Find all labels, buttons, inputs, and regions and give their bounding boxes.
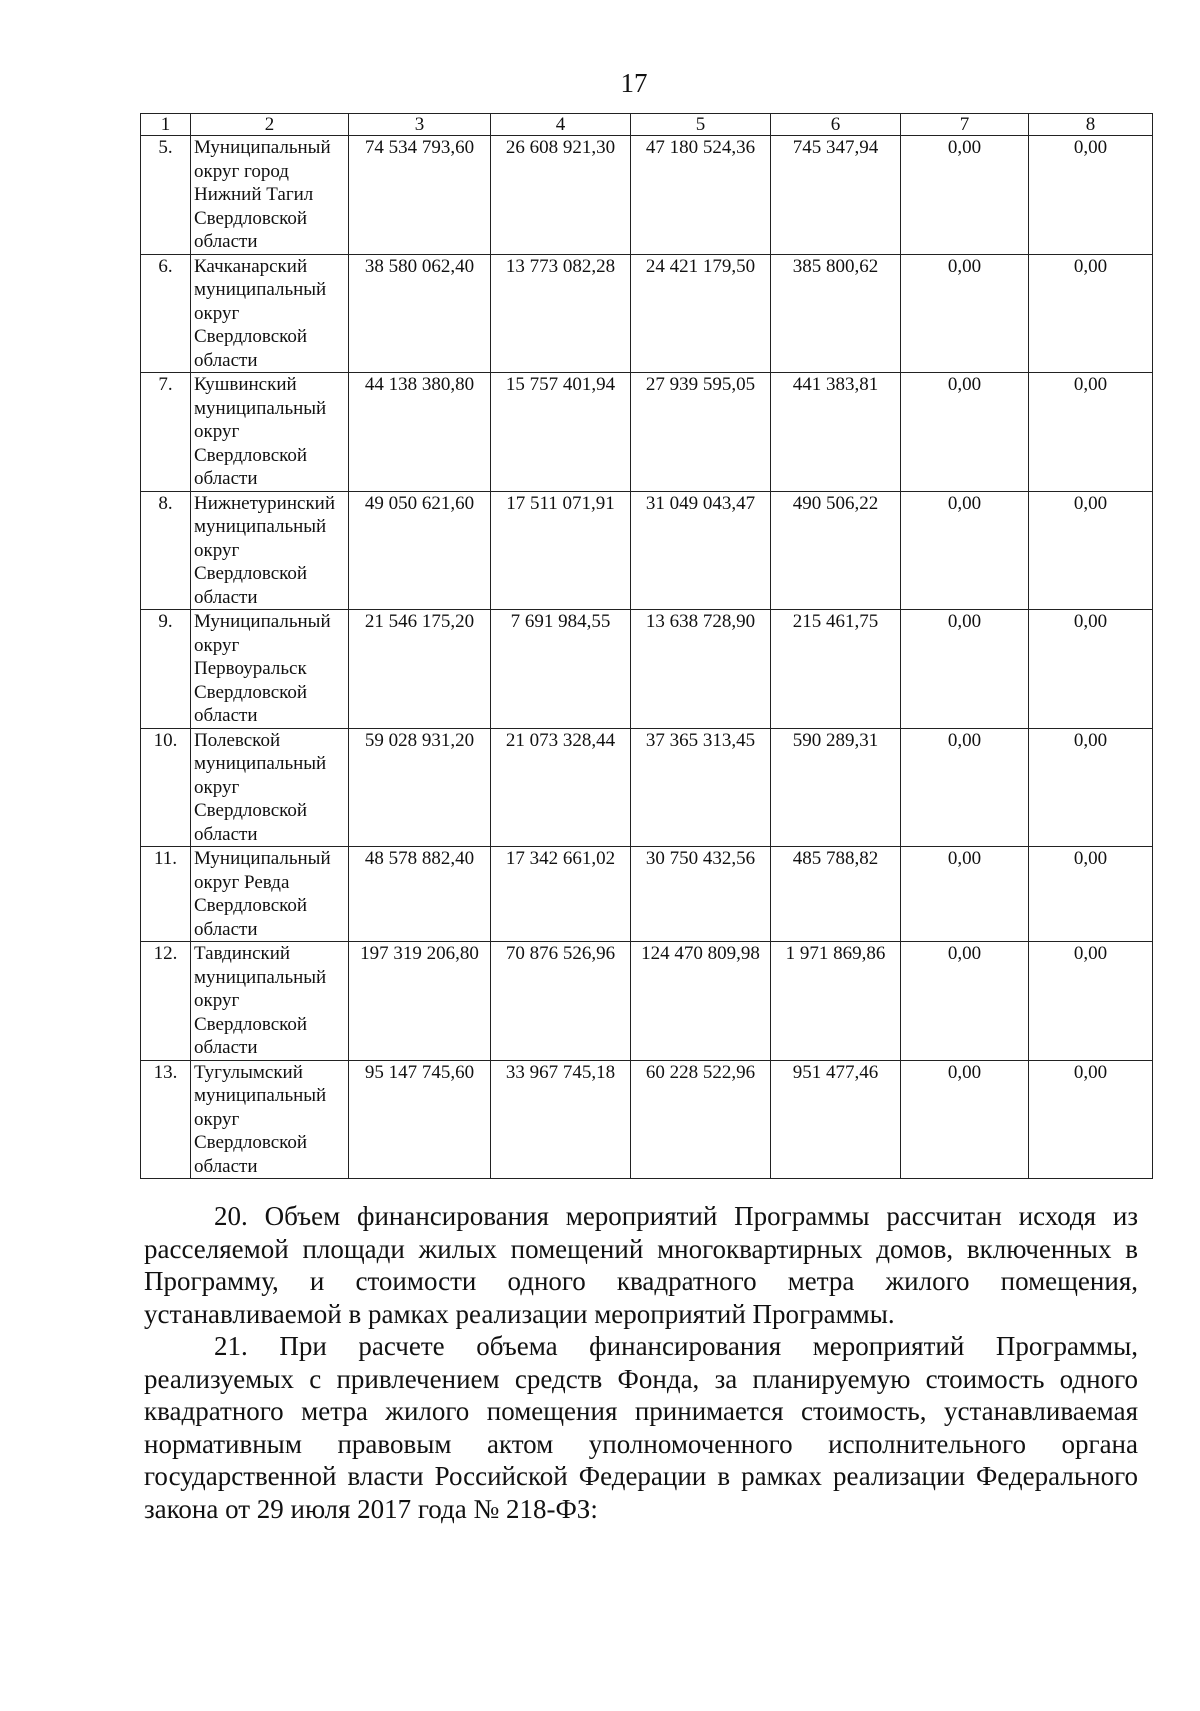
cell-col6: 441 383,81 <box>771 373 901 492</box>
cell-col8: 0,00 <box>1029 942 1153 1061</box>
column-header: 8 <box>1029 114 1153 136</box>
cell-col8: 0,00 <box>1029 136 1153 255</box>
row-number: 6. <box>141 254 191 373</box>
table-row <box>141 491 1153 610</box>
municipality-name: Муниципальный округ Ревда Свердловской области <box>191 847 349 942</box>
cell-col8: 0,00 <box>1029 254 1153 373</box>
cell-col6: 951 477,46 <box>771 1060 901 1179</box>
cell-col8: 0,00 <box>1029 610 1153 729</box>
column-header: 5 <box>631 114 771 136</box>
table-row <box>141 728 1153 847</box>
cell-col6: 745 347,94 <box>771 136 901 255</box>
cell-col3: 49 050 621,60 <box>349 491 491 610</box>
row-number: 11. <box>141 847 191 942</box>
cell-col7: 0,00 <box>901 491 1029 610</box>
row-number: 5. <box>141 136 191 255</box>
table-row <box>141 254 1153 373</box>
cell-col4: 26 608 921,30 <box>491 136 631 255</box>
municipality-name: Качканарский муниципальный округ Свердловской области <box>191 254 349 373</box>
municipality-name: Тугулымский муниципальный округ Свердловской области <box>191 1060 349 1179</box>
financing-table <box>140 113 1153 1179</box>
column-header: 2 <box>191 114 349 136</box>
cell-col4: 15 757 401,94 <box>491 373 631 492</box>
cell-col7: 0,00 <box>901 942 1029 1061</box>
cell-col3: 48 578 882,40 <box>349 847 491 942</box>
cell-col8: 0,00 <box>1029 491 1153 610</box>
cell-col6: 490 506,22 <box>771 491 901 610</box>
cell-col4: 70 876 526,96 <box>491 942 631 1061</box>
row-number: 7. <box>141 373 191 492</box>
cell-col3: 21 546 175,20 <box>349 610 491 729</box>
cell-col4: 7 691 984,55 <box>491 610 631 729</box>
table-row <box>141 1060 1153 1179</box>
cell-col6: 485 788,82 <box>771 847 901 942</box>
cell-col6: 215 461,75 <box>771 610 901 729</box>
cell-col5: 24 421 179,50 <box>631 254 771 373</box>
municipality-name: Муниципальный округ Первоуральск Свердловской области <box>191 610 349 729</box>
cell-col4: 21 073 328,44 <box>491 728 631 847</box>
cell-col8: 0,00 <box>1029 847 1153 942</box>
cell-col5: 13 638 728,90 <box>631 610 771 729</box>
column-header: 6 <box>771 114 901 136</box>
cell-col3: 95 147 745,60 <box>349 1060 491 1179</box>
cell-col7: 0,00 <box>901 610 1029 729</box>
table-row <box>141 136 1153 255</box>
cell-col6: 590 289,31 <box>771 728 901 847</box>
municipality-name: Тавдинский муниципальный округ Свердловской области <box>191 942 349 1061</box>
cell-col5: 124 470 809,98 <box>631 942 771 1061</box>
cell-col6: 385 800,62 <box>771 254 901 373</box>
cell-col5: 31 049 043,47 <box>631 491 771 610</box>
column-header: 3 <box>349 114 491 136</box>
cell-col5: 27 939 595,05 <box>631 373 771 492</box>
cell-col6: 1 971 869,86 <box>771 942 901 1061</box>
cell-col7: 0,00 <box>901 1060 1029 1179</box>
row-number: 12. <box>141 942 191 1061</box>
cell-col3: 59 028 931,20 <box>349 728 491 847</box>
municipality-name: Кушвинский муниципальный округ Свердловской области <box>191 373 349 492</box>
cell-col4: 17 342 661,02 <box>491 847 631 942</box>
cell-col4: 17 511 071,91 <box>491 491 631 610</box>
column-header: 4 <box>491 114 631 136</box>
cell-col4: 33 967 745,18 <box>491 1060 631 1179</box>
row-number: 9. <box>141 610 191 729</box>
column-header: 1 <box>141 114 191 136</box>
paragraph-21: 21. При расчете объема финансирования мероприятий Программы, реализуемых с привлечением средств Фонда, за планируемую стоимость одного квадратного метра жилого помещения принимается стоимость, устанавливаемая нормативным правовым актом уполномоченного исполнительного органа государственной власти Российской Федерации в рамках реализации Федерального закона от 29 июля 2017 года № 218-ФЗ: <box>144 1331 1138 1524</box>
cell-col4: 13 773 082,28 <box>491 254 631 373</box>
table-row <box>141 610 1153 729</box>
municipality-name: Нижнетуринский муниципальный округ Свердловской области <box>191 491 349 610</box>
cell-col5: 60 228 522,96 <box>631 1060 771 1179</box>
cell-col5: 47 180 524,36 <box>631 136 771 255</box>
body-text <box>144 1200 1138 1525</box>
cell-col3: 197 319 206,80 <box>349 942 491 1061</box>
row-number: 10. <box>141 728 191 847</box>
table-row <box>141 373 1153 492</box>
cell-col8: 0,00 <box>1029 373 1153 492</box>
cell-col3: 38 580 062,40 <box>349 254 491 373</box>
cell-col7: 0,00 <box>901 373 1029 492</box>
cell-col7: 0,00 <box>901 136 1029 255</box>
cell-col5: 37 365 313,45 <box>631 728 771 847</box>
cell-col3: 74 534 793,60 <box>349 136 491 255</box>
table-row <box>141 942 1153 1061</box>
cell-col8: 0,00 <box>1029 728 1153 847</box>
cell-col7: 0,00 <box>901 254 1029 373</box>
cell-col8: 0,00 <box>1029 1060 1153 1179</box>
column-header: 7 <box>901 114 1029 136</box>
cell-col3: 44 138 380,80 <box>349 373 491 492</box>
cell-col5: 30 750 432,56 <box>631 847 771 942</box>
paragraph-20: 20. Объем финансирования мероприятий Программы рассчитан исходя из расселяемой площади жилых помещений многоквартирных домов, включенных в Программу, и стоимости одного квадратного метра жилого помещения, устанавливаемой в рамках реализации мероприятий Программы. <box>144 1201 1138 1329</box>
municipality-name: Муниципальный округ город Нижний Тагил Свердловской области <box>191 136 349 255</box>
table-row <box>141 847 1153 942</box>
table-header-row <box>141 114 1153 136</box>
cell-col7: 0,00 <box>901 728 1029 847</box>
row-number: 8. <box>141 491 191 610</box>
cell-col7: 0,00 <box>901 847 1029 942</box>
page-number: 17 <box>620 68 648 98</box>
municipality-name: Полевской муниципальный округ Свердловской области <box>191 728 349 847</box>
row-number: 13. <box>141 1060 191 1179</box>
